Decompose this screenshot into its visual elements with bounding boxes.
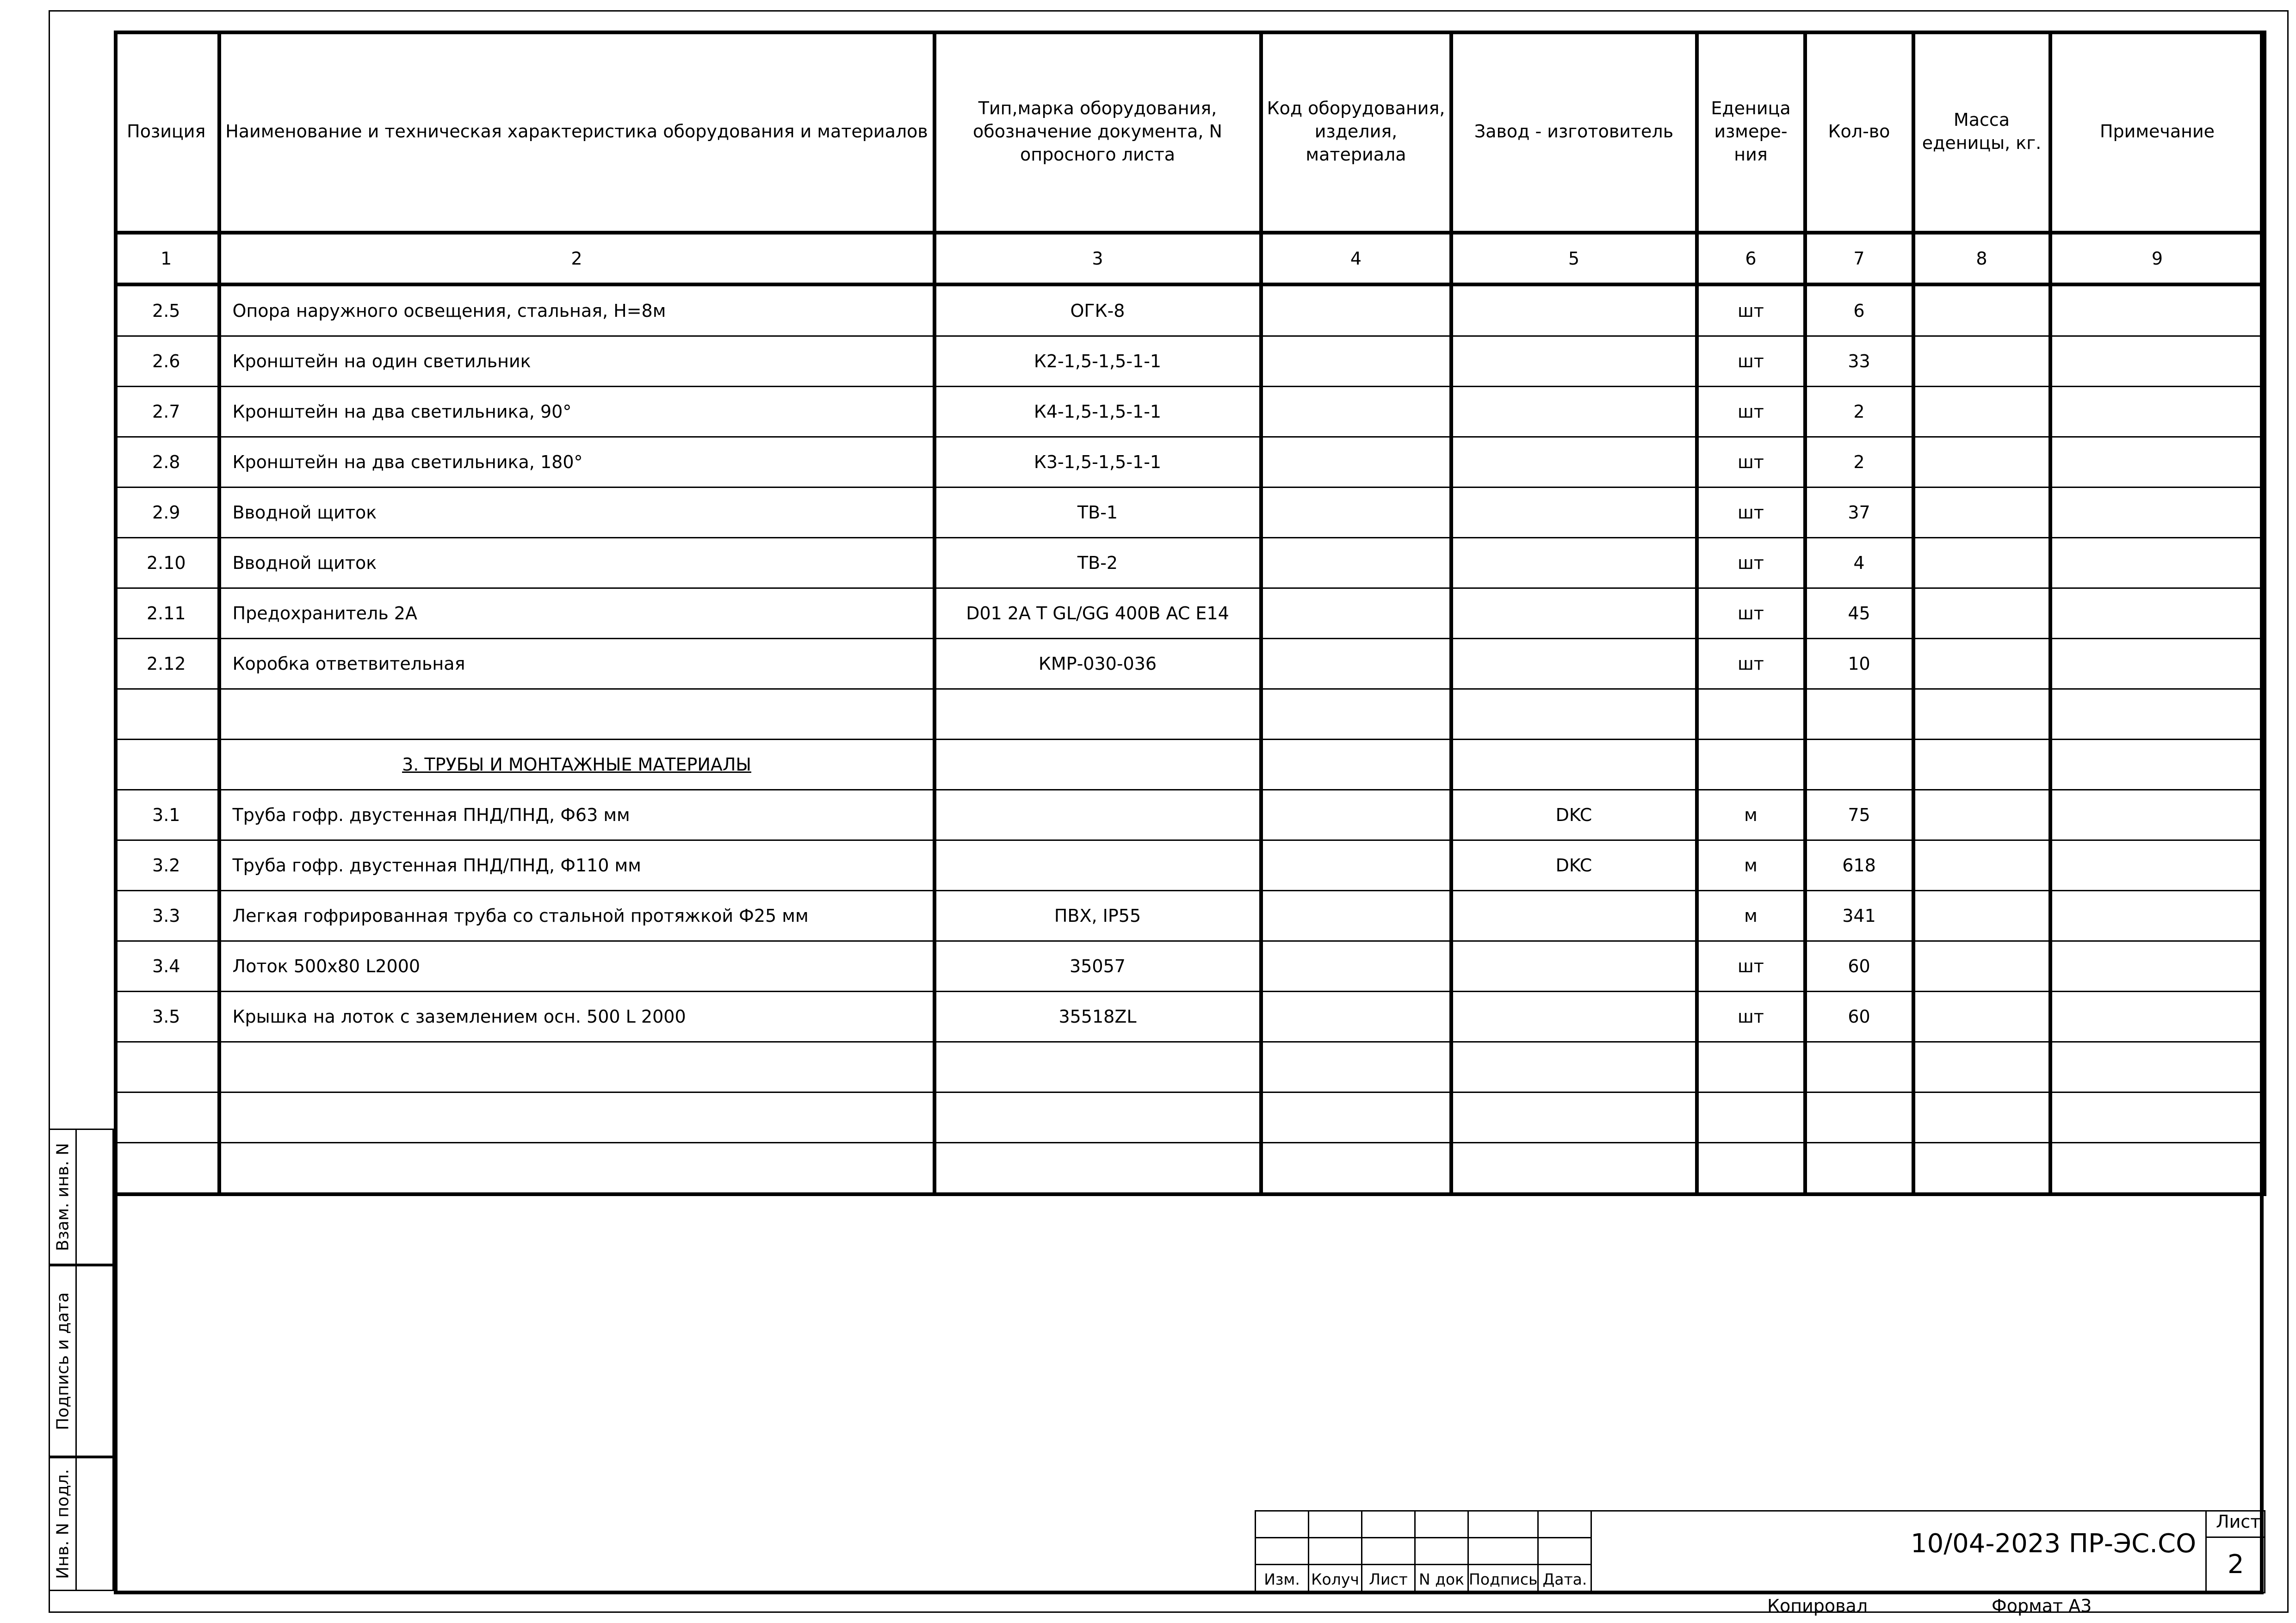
cell-mass bbox=[1913, 639, 2050, 689]
col-number: 7 bbox=[1805, 233, 1913, 284]
cell-position: 2.11 bbox=[115, 588, 219, 639]
cell-name: Вводной щиток bbox=[219, 538, 934, 588]
cell-maker bbox=[1451, 639, 1697, 689]
table-row bbox=[115, 284, 2265, 336]
cell-name: Труба гофр. двустенная ПНД/ПНД, Ф110 мм bbox=[219, 840, 934, 891]
table-row bbox=[115, 941, 2265, 992]
cell-note bbox=[2050, 790, 2265, 840]
cell-code bbox=[1261, 992, 1451, 1042]
cell-code bbox=[1261, 891, 1451, 941]
cell-name: Лоток 500х80 L2000 bbox=[219, 941, 934, 992]
cell-mass bbox=[1913, 790, 2050, 840]
header-position: Позиция bbox=[115, 31, 219, 233]
cell-note bbox=[2050, 941, 2265, 992]
cell-type: 35057 bbox=[934, 941, 1261, 992]
cell-maker bbox=[1451, 488, 1697, 538]
cell-type: К3-1,5-1,5-1-1 bbox=[934, 437, 1261, 488]
cell-name: Кронштейн на два светильника, 180° bbox=[219, 437, 934, 488]
table-row bbox=[115, 538, 2265, 588]
cell-name: Кронштейн на один светильник bbox=[219, 336, 934, 387]
col-number: 5 bbox=[1451, 233, 1697, 284]
cell-name: Кронштейн на два светильника, 90° bbox=[219, 387, 934, 437]
tb-label-list: Лист bbox=[1362, 1565, 1415, 1594]
cell-position: 3.3 bbox=[115, 891, 219, 941]
cell-code bbox=[1261, 437, 1451, 488]
cell-mass bbox=[1913, 941, 2050, 992]
stamp-vzam-inv bbox=[49, 1129, 114, 1265]
table-row-empty bbox=[115, 1042, 2265, 1092]
cell-unit: м bbox=[1697, 840, 1805, 891]
cell-position: 3.1 bbox=[115, 790, 219, 840]
cell-mass bbox=[1913, 588, 2050, 639]
header-qty: Кол-во bbox=[1805, 31, 1913, 233]
cell-code bbox=[1261, 790, 1451, 840]
cell-maker bbox=[1451, 284, 1697, 336]
cell-maker bbox=[1451, 588, 1697, 639]
cell-type: D01 2A T GL/GG 400В AC E14 bbox=[934, 588, 1261, 639]
cell-unit: шт bbox=[1697, 588, 1805, 639]
cell-qty: 33 bbox=[1805, 336, 1913, 387]
cell-maker: DKC bbox=[1451, 790, 1697, 840]
cell-maker: DKC bbox=[1451, 840, 1697, 891]
cell-qty: 618 bbox=[1805, 840, 1913, 891]
document-number: 10/04-2023 ПР-ЭС.СО bbox=[1911, 1529, 2197, 1559]
equipment-spec-table bbox=[114, 31, 2266, 1196]
col-number: 4 bbox=[1261, 233, 1451, 284]
tb-label-izm: Изм. bbox=[1256, 1565, 1309, 1594]
footer-format: Формат А3 bbox=[1992, 1596, 2092, 1616]
cell-name: Вводной щиток bbox=[219, 488, 934, 538]
cell-maker bbox=[1451, 992, 1697, 1042]
cell-type: ОГК-8 bbox=[934, 284, 1261, 336]
cell-name: Коробка ответвительная bbox=[219, 639, 934, 689]
table-row bbox=[115, 891, 2265, 941]
cell-type bbox=[934, 790, 1261, 840]
table-row bbox=[115, 488, 2265, 538]
cell-unit: м bbox=[1697, 891, 1805, 941]
cell-code bbox=[1261, 840, 1451, 891]
cell-maker bbox=[1451, 891, 1697, 941]
header-type: Тип,марка оборудования, обозначение документа, N опросного листа bbox=[934, 31, 1261, 233]
cell-type: 35518ZL bbox=[934, 992, 1261, 1042]
cell-qty: 6 bbox=[1805, 284, 1913, 336]
cell-unit: шт bbox=[1697, 488, 1805, 538]
cell-position: 3.5 bbox=[115, 992, 219, 1042]
cell-name: Предохранитель 2А bbox=[219, 588, 934, 639]
tb-label-ndok: N док bbox=[1415, 1565, 1468, 1594]
cell-note bbox=[2050, 992, 2265, 1042]
table-row-empty bbox=[115, 689, 2265, 740]
cell-code bbox=[1261, 488, 1451, 538]
title-block-revision-grid bbox=[1255, 1510, 1592, 1594]
table-row bbox=[115, 639, 2265, 689]
col-number: 6 bbox=[1697, 233, 1805, 284]
tb-label-podpis: Подпись bbox=[1468, 1565, 1538, 1594]
cell-name: Крышка на лоток с заземлением осн. 500 L 2000 bbox=[219, 992, 934, 1042]
cell-position: 2.5 bbox=[115, 284, 219, 336]
cell-mass bbox=[1913, 437, 2050, 488]
table-row bbox=[115, 336, 2265, 387]
cell-position: 2.10 bbox=[115, 538, 219, 588]
stamp-inv-label: Инв. N подл. bbox=[53, 1469, 72, 1579]
header-unit: Еденица измере- ния bbox=[1697, 31, 1805, 233]
cell-position: 3.2 bbox=[115, 840, 219, 891]
table-row bbox=[115, 790, 2265, 840]
header-maker: Завод - изготовитель bbox=[1451, 31, 1697, 233]
cell-note bbox=[2050, 387, 2265, 437]
cell-code bbox=[1261, 387, 1451, 437]
cell-code bbox=[1261, 284, 1451, 336]
cell-type: ТВ-2 bbox=[934, 538, 1261, 588]
cell-mass bbox=[1913, 992, 2050, 1042]
cell-qty: 60 bbox=[1805, 992, 1913, 1042]
cell-note bbox=[2050, 437, 2265, 488]
table-row bbox=[115, 992, 2265, 1042]
cell-name: Легкая гофрированная труба со стальной протяжкой Ф25 мм bbox=[219, 891, 934, 941]
cell-position: 2.12 bbox=[115, 639, 219, 689]
table-row bbox=[115, 588, 2265, 639]
cell-qty: 2 bbox=[1805, 437, 1913, 488]
cell-position: 2.8 bbox=[115, 437, 219, 488]
tb-label-koluch: Колуч bbox=[1309, 1565, 1362, 1594]
table-row bbox=[115, 840, 2265, 891]
cell-position: 2.7 bbox=[115, 387, 219, 437]
cell-maker bbox=[1451, 336, 1697, 387]
cell-type: КМР-030-036 bbox=[934, 639, 1261, 689]
cell-unit: шт bbox=[1697, 336, 1805, 387]
cell-note bbox=[2050, 284, 2265, 336]
cell-position: 2.9 bbox=[115, 488, 219, 538]
cell-note bbox=[2050, 588, 2265, 639]
cell-qty: 2 bbox=[1805, 387, 1913, 437]
cell-maker bbox=[1451, 437, 1697, 488]
column-number-row bbox=[115, 233, 2265, 284]
cell-code bbox=[1261, 336, 1451, 387]
sheet-label: Лист bbox=[2216, 1512, 2261, 1532]
cell-name: Труба гофр. двустенная ПНД/ПНД, Ф63 мм bbox=[219, 790, 934, 840]
stamp-signature-date bbox=[49, 1265, 114, 1457]
cell-qty: 60 bbox=[1805, 941, 1913, 992]
table-header-row bbox=[115, 31, 2265, 233]
cell-note bbox=[2050, 891, 2265, 941]
cell-qty: 37 bbox=[1805, 488, 1913, 538]
cell-name: Опора наружного освещения, стальная, Н=8м bbox=[219, 284, 934, 336]
col-number: 9 bbox=[2050, 233, 2265, 284]
cell-qty: 45 bbox=[1805, 588, 1913, 639]
cell-qty: 341 bbox=[1805, 891, 1913, 941]
stamp-signature-label: Подпись и дата bbox=[53, 1292, 72, 1430]
cell-mass bbox=[1913, 840, 2050, 891]
cell-qty: 10 bbox=[1805, 639, 1913, 689]
cell-maker bbox=[1451, 941, 1697, 992]
cell-unit: шт bbox=[1697, 992, 1805, 1042]
cell-note bbox=[2050, 840, 2265, 891]
col-number: 2 bbox=[219, 233, 934, 284]
tb-label-data: Дата. bbox=[1538, 1565, 1591, 1594]
cell-maker bbox=[1451, 538, 1697, 588]
cell-qty: 4 bbox=[1805, 538, 1913, 588]
table-row-empty bbox=[115, 1143, 2265, 1195]
cell-code bbox=[1261, 588, 1451, 639]
stamp-inv-podl bbox=[49, 1457, 114, 1591]
cell-code bbox=[1261, 941, 1451, 992]
footer-copied: Копировал bbox=[1767, 1596, 1868, 1616]
header-note: Примечание bbox=[2050, 31, 2265, 233]
table-row bbox=[115, 437, 2265, 488]
col-number: 1 bbox=[115, 233, 219, 284]
cell-maker bbox=[1451, 387, 1697, 437]
table-row bbox=[115, 387, 2265, 437]
cell-note bbox=[2050, 639, 2265, 689]
cell-type: К4-1,5-1,5-1-1 bbox=[934, 387, 1261, 437]
cell-code bbox=[1261, 639, 1451, 689]
cell-mass bbox=[1913, 891, 2050, 941]
cell-unit: шт bbox=[1697, 941, 1805, 992]
header-code: Код оборудования, изделия, материала bbox=[1261, 31, 1451, 233]
table-row-empty bbox=[115, 1092, 2265, 1143]
cell-unit: шт bbox=[1697, 387, 1805, 437]
cell-type: ПВХ, IP55 bbox=[934, 891, 1261, 941]
cell-type: К2-1,5-1,5-1-1 bbox=[934, 336, 1261, 387]
cell-code bbox=[1261, 538, 1451, 588]
cell-unit: шт bbox=[1697, 538, 1805, 588]
cell-unit: м bbox=[1697, 790, 1805, 840]
col-number: 3 bbox=[934, 233, 1261, 284]
cell-mass bbox=[1913, 387, 2050, 437]
cell-position: 2.6 bbox=[115, 336, 219, 387]
cell-note bbox=[2050, 488, 2265, 538]
stamp-vzam-label: Взам. инв. N bbox=[53, 1142, 72, 1251]
header-mass: Масса еденицы, кг. bbox=[1913, 31, 2050, 233]
cell-note bbox=[2050, 538, 2265, 588]
cell-unit: шт bbox=[1697, 437, 1805, 488]
cell-type bbox=[934, 840, 1261, 891]
col-number: 8 bbox=[1913, 233, 2050, 284]
cell-position: 3.4 bbox=[115, 941, 219, 992]
section-header-row bbox=[115, 740, 2265, 790]
cell-type: ТВ-1 bbox=[934, 488, 1261, 538]
sheet-number: 2 bbox=[2228, 1549, 2244, 1580]
section-title: 3. ТРУБЫ И МОНТАЖНЫЕ МАТЕРИАЛЫ bbox=[402, 754, 751, 775]
cell-unit: шт bbox=[1697, 639, 1805, 689]
cell-mass bbox=[1913, 538, 2050, 588]
cell-mass bbox=[1913, 284, 2050, 336]
cell-unit: шт bbox=[1697, 284, 1805, 336]
cell-mass bbox=[1913, 488, 2050, 538]
cell-note bbox=[2050, 336, 2265, 387]
cell-mass bbox=[1913, 336, 2050, 387]
cell-qty: 75 bbox=[1805, 790, 1913, 840]
header-name: Наименование и техническая характеристика оборудования и материалов bbox=[219, 31, 934, 233]
